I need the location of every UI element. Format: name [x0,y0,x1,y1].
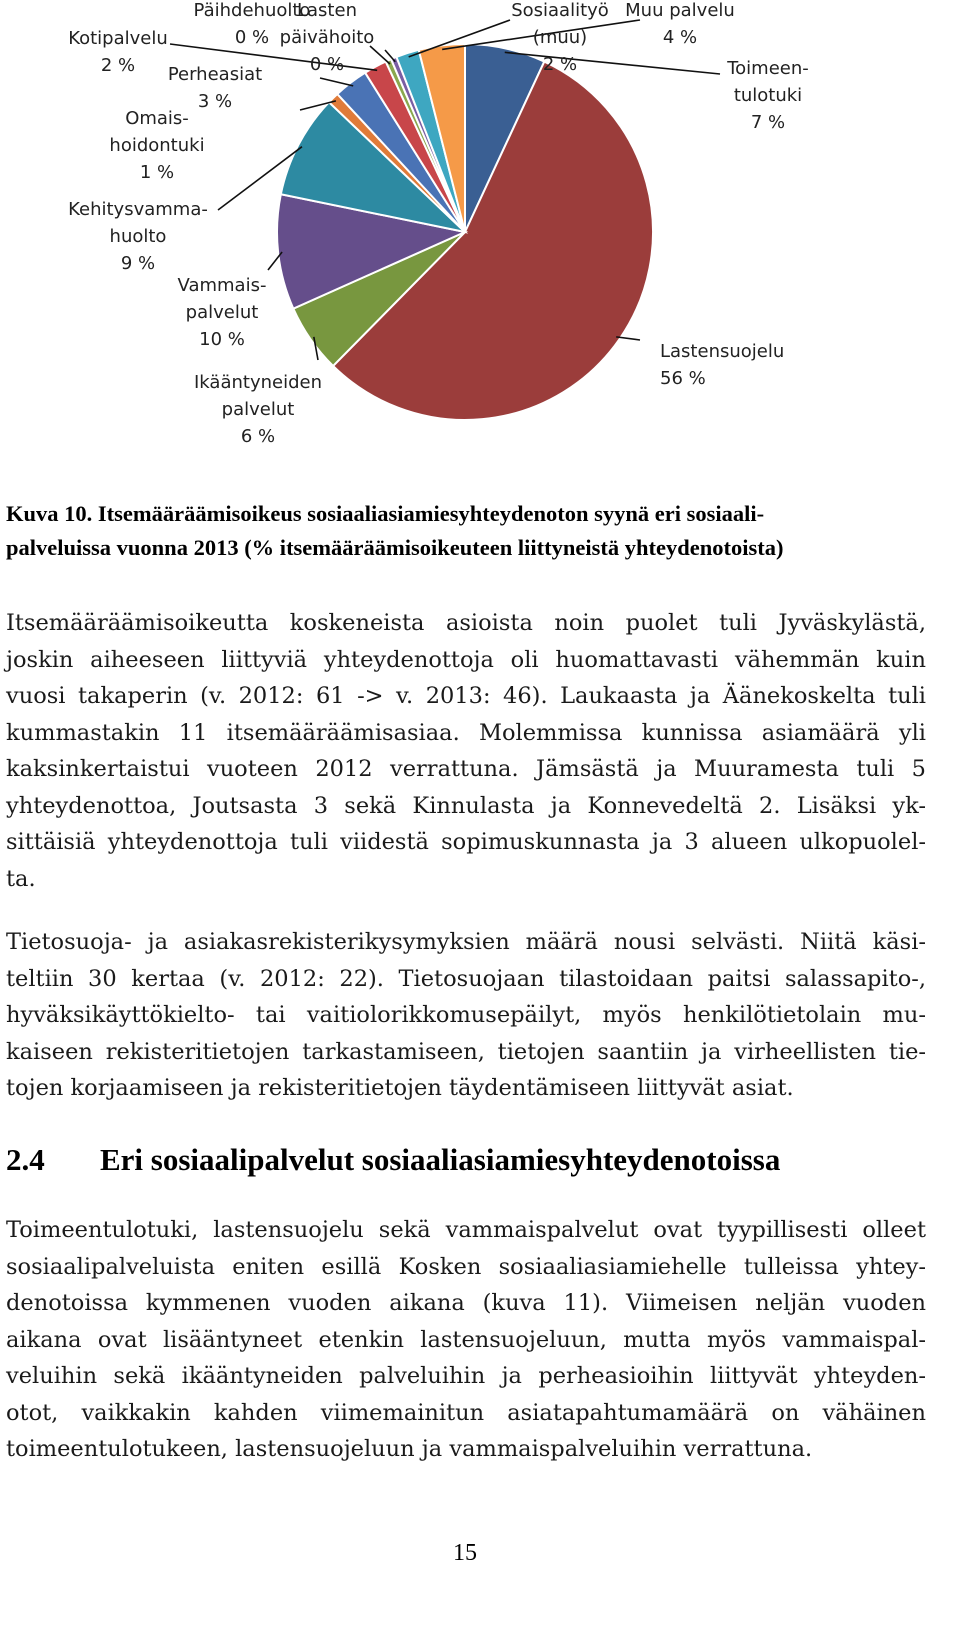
slice-label-line: 2 % [542,54,578,75]
slice-label-line: tulotuki [733,85,803,106]
slice-label-line: 3 % [197,91,233,112]
slice-label-line: 10 % [199,329,245,350]
text-line: aikana ovat lisääntyneet etenkin lastensuojeluun, mutta myös vammaispal- [6,1326,926,1353]
slice-label-line: päivähoito [279,27,375,48]
slice-label-line: Kotipalvelu [68,28,168,49]
slice-label-line: 0 % [234,27,270,48]
slice-label [625,0,735,48]
slice-label-line: huolto [109,226,167,247]
section-heading [6,1142,780,1178]
text-line: Tietosuoja- ja asiakasrekisterikysymyksien määrä nousi selvästi. Niitä käsi- [6,929,926,955]
text-line: tojen korjaamiseen ja rekisteritietojen täydentämiseen liittyvät asiat. [6,1075,794,1101]
slice-label-line: palvelut [221,399,295,420]
paragraph-data-protection [6,924,926,1107]
text-line: vuosi takaperin (v. 2012: 61 -> v. 2013: 46). Laukaasta ja Äänekoskelta tuli [6,683,926,709]
slice-label-line: hoidontuki [109,135,205,156]
slice-label [194,372,322,447]
leader-line [370,46,390,64]
text-line: kummastakin 11 itsemääräämisasiaa. Molemmissa kunnissa asiamäärä yli [6,719,926,746]
text-line: teltiin 30 kertaa (v. 2012: 22). Tietosuojaan tilastoidaan paitsi salassapito-, [6,965,926,992]
slice-label-line: 0 % [309,54,345,75]
text-line: toimeentulotukeen, lastensuojeluun ja vammaispalveluihin verrattuna. [6,1436,813,1462]
pie-slices [277,44,653,420]
slice-label [726,58,809,133]
page-number: 15 [453,1540,477,1566]
slice-label-line: 6 % [240,426,276,447]
text-line: sosiaalipalveluista eniten esillä Kosken sosiaaliasiamiehelle tulleissa yhtey- [6,1253,926,1280]
slice-label [178,275,267,350]
text-line: Toimeentulotuki, lastensuojelu sekä vammaispalvelut ovat tyypillisesti olleet [6,1217,926,1243]
slice-label-line: Päihdehuolto [193,0,311,21]
pie-chart [0,0,960,470]
slice-label-line: Lasten [297,0,357,21]
text-line: Itsemääräämisoikeutta koskeneista asioista noin puolet tuli Jyväskylästä, [6,610,926,636]
text-line: yhteydenottoa, Joutsasta 3 sekä Kinnulasta ja Konnevedeltä 2. Lisäksi yk- [6,792,926,819]
slice-label [68,199,208,274]
text-line: kaksinkertaistui vuoteen 2012 verrattuna. Jämsästä ja Muuramesta tuli 5 [6,756,926,782]
slice-label-line: 9 % [120,253,156,274]
slice-label-line: Perheasiat [167,64,263,85]
section-number: 2.4 [6,1142,45,1177]
text-line: hyväksikäyttökielto- tai vaitiolorikkomusepäilyt, myös henkilötietolain mu- [6,1002,926,1028]
paragraph-self-determination [6,605,926,897]
text-line: joskin aiheeseen liittyviä yhteydenottoja oli huomattavasti vähemmän kuin [6,646,926,673]
slice-label-line: Omais- [125,108,189,129]
paragraph-social-services [6,1212,926,1468]
slice-label [68,28,168,76]
slice-label-line: Muu palvelu [625,0,735,21]
slice-label-line: 2 % [100,55,136,76]
text-line: kaiseen rekisteritietojen tarkastamiseen, tietojen saantiin ja virheellisten tie- [6,1038,926,1065]
slice-label-line: Toimeen- [727,58,809,79]
caption-line: palveluissa vuonna 2013 (% itsemääräämisoikeuteen liittyneistä yhteydenotoista) [6,535,784,560]
slice-label-line: 1 % [139,162,175,183]
text-line: ta. [6,865,36,892]
slice-label [660,341,784,389]
text-line: sittäisiä yhteydenottoja tuli viidestä sopimuskunnasta ja 3 alueen ulkopuolel- [6,829,926,855]
slice-label-line: 4 % [662,27,698,48]
figure-caption [6,497,936,565]
slice-label-line: Kehitysvamma- [68,199,208,220]
slice-label-line: (muu) [532,27,588,48]
text-line: veluihin sekä ikääntyneiden palveluihin ja perheasioihin liittyvät yhteyden- [6,1363,926,1389]
caption-line: Kuva 10. Itsemääräämisoikeus sosiaaliasiamiesyhteydenoton syynä eri sosiaali- [6,501,765,526]
section-title: Eri sosiaalipalvelut sosiaaliasiamiesyhteydenotoissa [100,1142,781,1177]
slice-label [109,108,204,183]
slice-label-line: Sosiaalityö [511,0,609,21]
slice-label-line: Lastensuojelu [660,341,785,362]
text-line: otot, vaikkakin kahden viimemainitun asiatapahtumamäärä on vähäinen [6,1399,926,1426]
slice-label-line: Vammais- [177,275,267,296]
slice-label-line: 7 % [750,112,786,133]
leader-line [320,78,353,86]
slice-label-line: palvelut [185,302,259,323]
slice-label-line: Ikääntyneiden [194,372,322,393]
slice-label [168,64,262,112]
slice-label-line: 56 % [660,368,706,389]
text-line: denotoissa kymmenen vuoden aikana (kuva 11). Viimeisen neljän vuoden [6,1290,926,1316]
